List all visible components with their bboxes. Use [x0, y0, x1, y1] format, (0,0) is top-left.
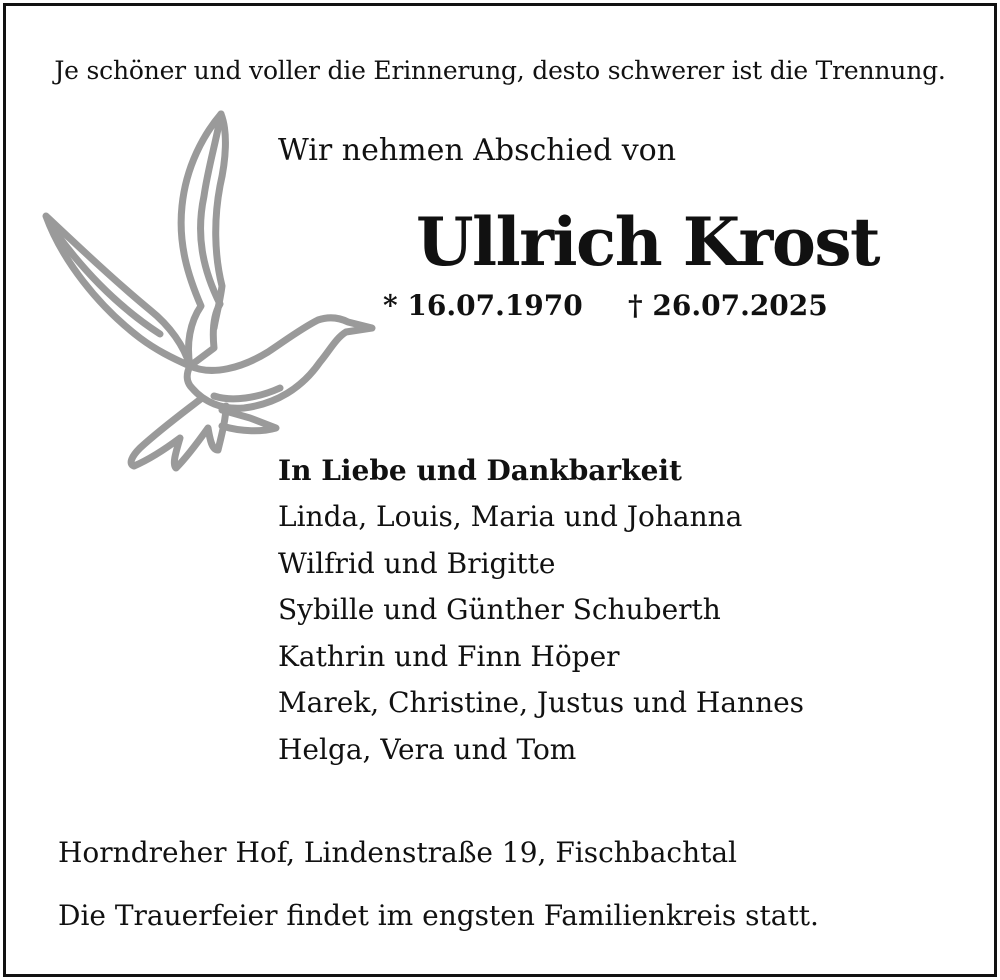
- funeral-notice: Die Trauerfeier findet im engsten Familienkreis statt.: [58, 899, 819, 932]
- farewell-intro: Wir nehmen Abschied von: [278, 133, 677, 168]
- address-line: Horndreher Hof, Lindenstraße 19, Fischbachtal: [58, 836, 738, 869]
- mourner-line: Kathrin und Finn Höper: [278, 639, 620, 673]
- motto-quote: Je schöner und voller die Erinnerung, desto schwerer ist die Trennung.: [54, 56, 946, 85]
- mourners-list: [278, 448, 804, 773]
- deceased-name: Ullrich Krost: [416, 203, 879, 281]
- mourner-line: Helga, Vera und Tom: [278, 732, 577, 766]
- mourner-line: Sybille und Günther Schuberth: [278, 593, 721, 626]
- mourner-line: Linda, Louis, Maria und Johanna: [278, 500, 743, 533]
- mourners-heading: In Liebe und Dankbarkeit: [278, 454, 682, 487]
- obituary-frame: [3, 3, 997, 977]
- death-date: † 26.07.2025: [628, 289, 828, 322]
- birth-date: * 16.07.1970: [383, 289, 583, 322]
- mourner-line: Wilfrid und Brigitte: [278, 546, 556, 580]
- mourner-line: Marek, Christine, Justus und Hannes: [278, 686, 805, 719]
